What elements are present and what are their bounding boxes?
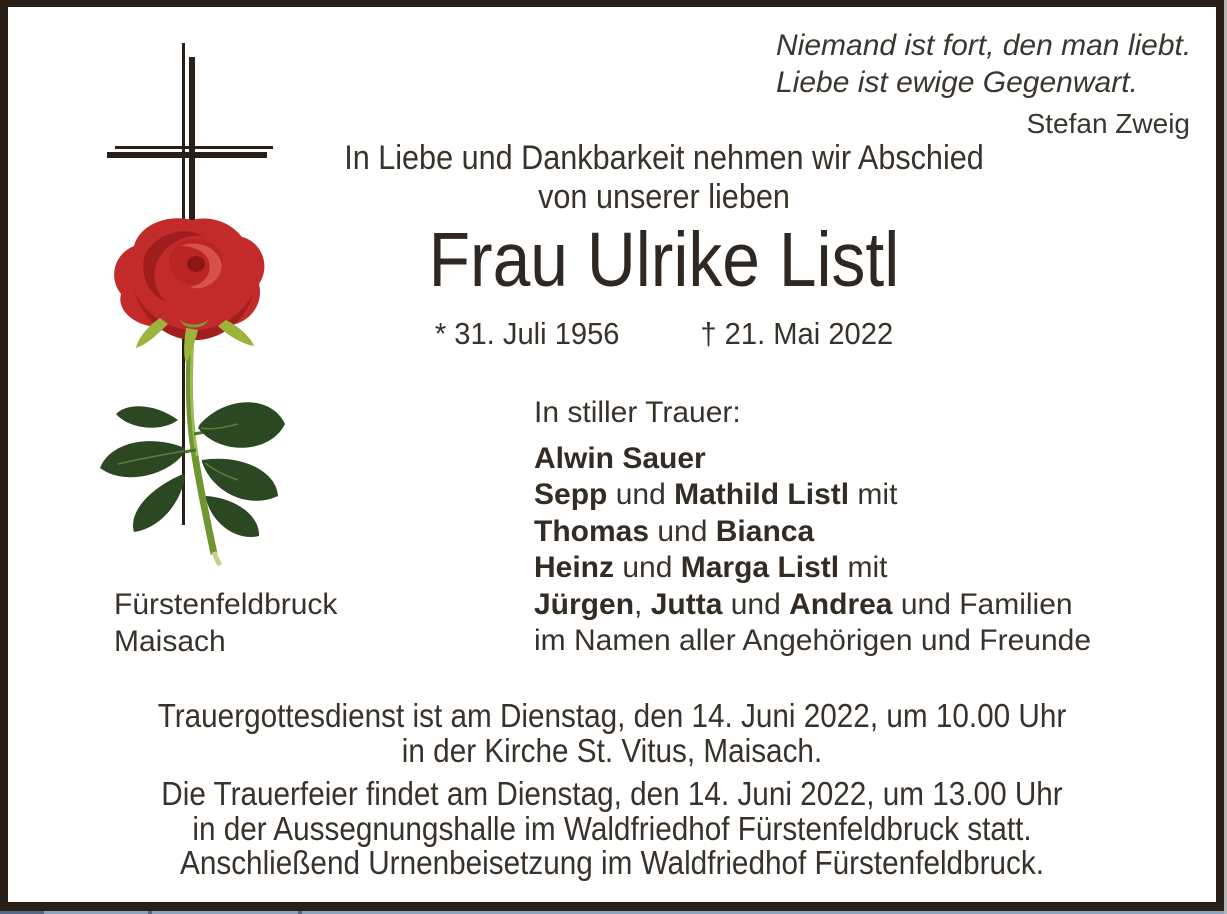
mourner-name: Sepp xyxy=(534,478,608,511)
locations-block xyxy=(114,586,337,660)
funeral-line-3: Anschließend Urnenbeisetzung im Waldfriedhof Fürstenfeldbruck. xyxy=(180,844,1044,881)
mourner-connector: und xyxy=(614,551,681,584)
mourners-block xyxy=(534,395,1091,660)
cross-horizontal-thick xyxy=(107,152,267,158)
deceased-name: Frau Ulrike Listl xyxy=(428,217,900,303)
mourner-connector: und xyxy=(607,478,675,511)
mourner-line xyxy=(534,623,1091,660)
mourner-line xyxy=(534,587,1091,624)
mourner-connector: und Familien xyxy=(892,587,1073,621)
mourners-list xyxy=(534,441,1091,660)
cross-vertical-thick xyxy=(189,57,195,222)
intro-text xyxy=(336,139,991,217)
mourner-line xyxy=(534,477,1091,514)
cross-horizontal-thin xyxy=(115,146,273,149)
funeral-line-1: Die Trauerfeier findet am Dienstag, den 14. Juni 2022, um 13.00 Uhr xyxy=(161,775,1063,812)
frame-border-left xyxy=(0,0,8,911)
mourner-name: Mathild Listl xyxy=(674,478,850,511)
mourner-name: Bianca xyxy=(715,514,815,548)
life-dates xyxy=(322,316,1006,352)
quote-attribution: Stefan Zweig xyxy=(1026,108,1190,139)
red-rose-icon xyxy=(88,214,288,566)
mourner-connector: und xyxy=(649,514,716,548)
mourner-line xyxy=(534,514,1091,551)
frame-border-right xyxy=(1216,0,1224,911)
mourner-name: Andrea xyxy=(789,587,893,621)
mourner-name: Jutta xyxy=(650,587,723,621)
mourner-connector: , xyxy=(634,587,651,621)
service-announcement xyxy=(61,699,1163,768)
funeral-line-2: in der Aussegnungshalle im Waldfriedhof Fürstenfeldbruck statt. xyxy=(192,809,1032,847)
mourner-line xyxy=(534,550,1091,587)
location-2: Maisach xyxy=(114,625,226,658)
intro-line-1: In Liebe und Dankbarkeit nehmen wir Abschied xyxy=(344,139,984,177)
quote-line-1: Niemand ist fort, den man liebt. xyxy=(776,29,1192,62)
location-1: Fürstenfeldbruck xyxy=(114,588,338,621)
mourner-name: Alwin Sauer xyxy=(534,441,706,475)
quote-block xyxy=(776,27,1192,142)
mourner-name: Marga Listl xyxy=(680,551,840,584)
mourner-connector: mit xyxy=(839,551,888,584)
birth-date: * 31. Juli 1956 xyxy=(434,316,620,351)
frame-border-top xyxy=(0,0,1224,7)
death-date: † 21. Mai 2022 xyxy=(700,316,894,351)
intro-line-2: von unserer lieben xyxy=(538,178,790,216)
service-line-1: Trauergottesdienst ist am Dienstag, den 14. Juni 2022, um 10.00 Uhr xyxy=(157,697,1067,734)
mourner-name: Thomas xyxy=(534,514,650,548)
service-line-2: in der Kirche St. Vitus, Maisach. xyxy=(401,731,823,769)
mourner-line xyxy=(534,441,1091,478)
mourner-connector: im Namen aller Angehörigen und Freunde xyxy=(534,624,1092,657)
mourner-connector: mit xyxy=(849,478,898,511)
mourner-connector: und xyxy=(722,587,790,621)
quote-line-2: Liebe ist ewige Gegenwart. xyxy=(776,66,1138,99)
mourners-heading: In stiller Trauer: xyxy=(534,396,741,429)
funeral-announcement xyxy=(61,777,1163,881)
mourner-name: Jürgen xyxy=(534,587,635,621)
frame-border-bottom xyxy=(0,902,1224,911)
mourner-name: Heinz xyxy=(534,551,615,584)
